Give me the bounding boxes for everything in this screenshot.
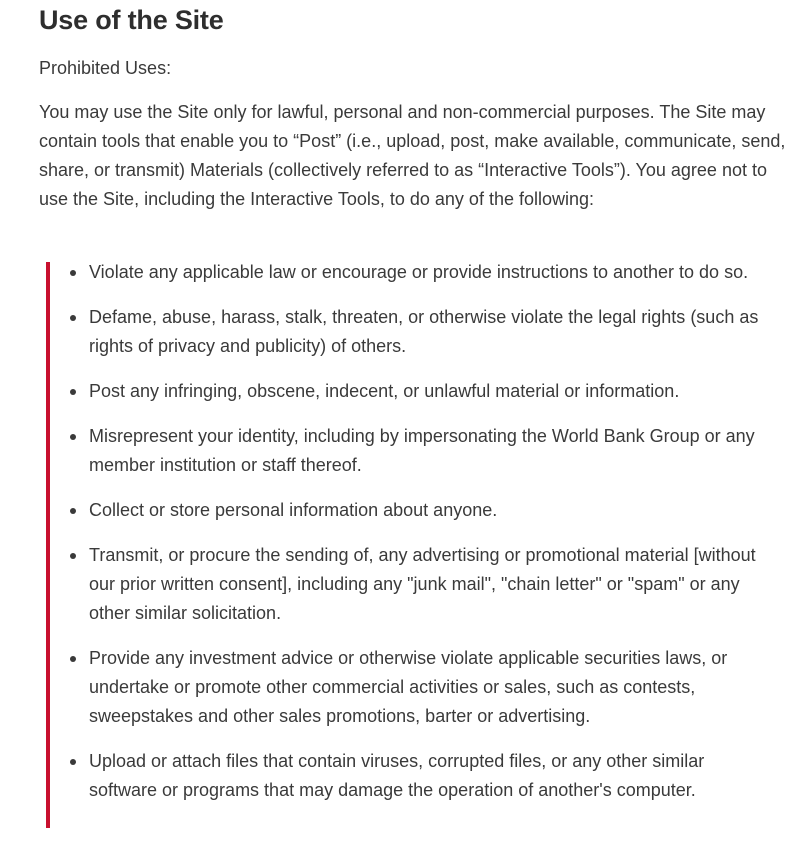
list-item <box>68 747 773 805</box>
bullet-icon <box>70 270 76 276</box>
accent-bar <box>46 262 50 828</box>
bullet-icon <box>70 553 76 559</box>
prohibited-uses-list <box>68 258 773 821</box>
bullet-icon <box>70 389 76 395</box>
list-item <box>68 541 773 628</box>
bullet-icon <box>70 434 76 440</box>
list-item-text: Upload or attach files that contain viruses, corrupted files, or any other similar software or programs that may damage the operation of another's computer. <box>89 751 705 800</box>
list-item-text: Violate any applicable law or encourage or provide instructions to another to do so. <box>89 262 749 282</box>
list-item <box>68 258 773 287</box>
list-item-text: Defame, abuse, harass, stalk, threaten, or otherwise violate the legal rights (such as rights of privacy and publicity) of others. <box>89 307 759 356</box>
list-item <box>68 644 773 731</box>
list-item-text: Provide any investment advice or otherwise violate applicable securities laws, or undertake or promote other commercial activities or sales, such as contests, sweepstakes and other sales promotions, barter or advertising. <box>89 648 728 726</box>
bullet-icon <box>70 759 76 765</box>
list-item <box>68 496 773 525</box>
bullet-icon <box>70 315 76 321</box>
bullet-icon <box>70 508 76 514</box>
page-title: Use of the Site <box>39 5 224 35</box>
list-item-text: Misrepresent your identity, including by impersonating the World Bank Group or any member institution or staff thereof. <box>89 426 755 475</box>
bullet-icon <box>70 656 76 662</box>
list-item <box>68 377 773 406</box>
list-item-text: Transmit, or procure the sending of, any advertising or promotional material [without our prior written consent], including any "junk mail", "chain letter" or "spam" or any other similar solicitation. <box>89 545 756 623</box>
subheading: Prohibited Uses: <box>39 58 172 78</box>
list-item <box>68 303 773 361</box>
list-item <box>68 422 773 480</box>
list-item-text: Collect or store personal information about anyone. <box>89 500 498 520</box>
intro-paragraph: You may use the Site only for lawful, personal and non-commercial purposes. The Site may contain tools that enable you to “Post” (i.e., upload, post, make available, communicate, send, share, or transmit) Materials (collectively referred to as “Interactive Tools”). You agree not to use the Site, including the Interactive Tools, to do any of the following: <box>39 102 786 209</box>
list-item-text: Post any infringing, obscene, indecent, or unlawful material or information. <box>89 381 680 401</box>
